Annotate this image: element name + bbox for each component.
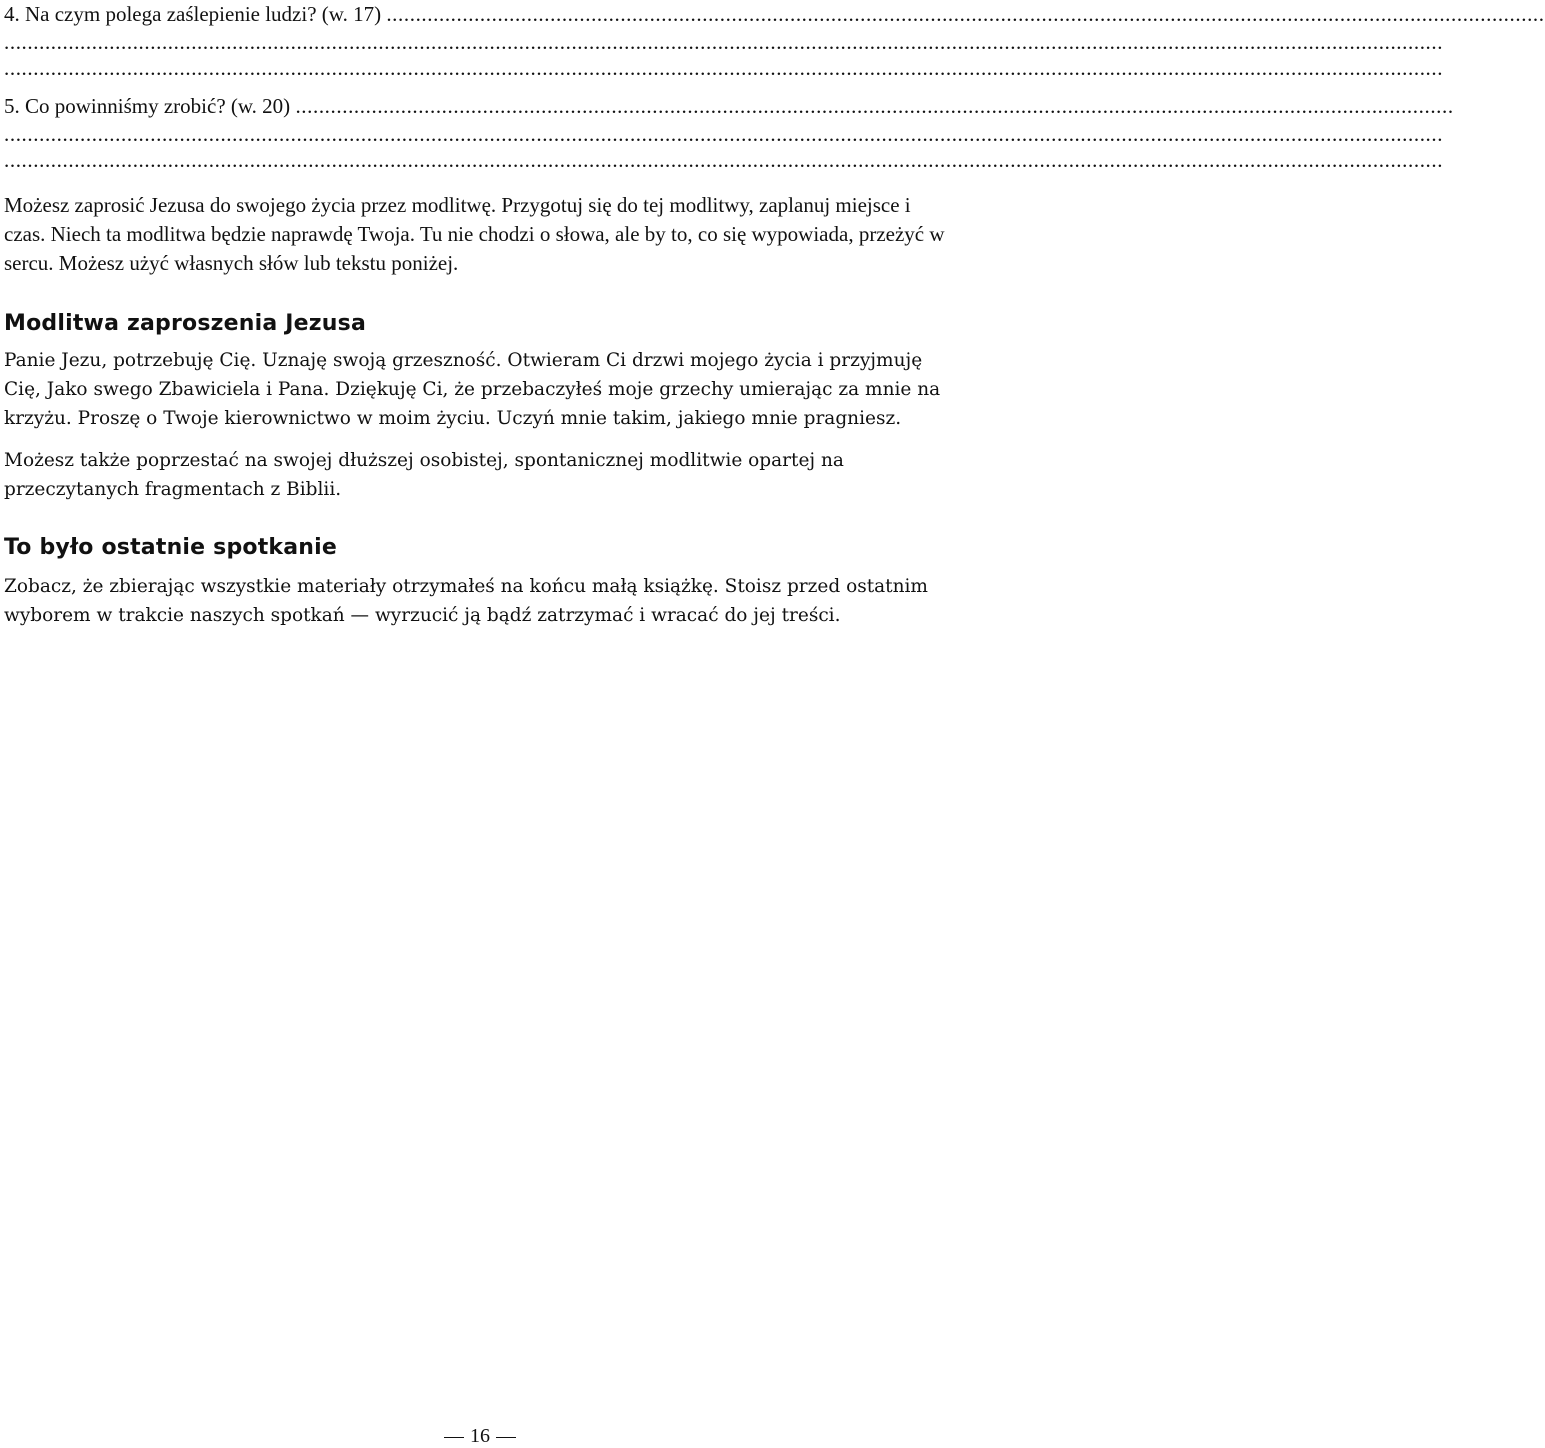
question-4-text: 4. Na czym polega zaślepienie ludzi? (w. 17) [4,2,387,26]
answer-line: ...................................................................................................................................................................................................................................................... [4,122,1444,146]
question-4 [4,2,1545,26]
page-number-value: 16 [470,1425,490,1447]
personal-prayer-paragraph: Możesz także poprzestać na swojej dłuższej osobistej, spontanicznej modlitwie opartej na przeczytanych fragmentach z Biblii. [4,450,844,500]
intro-paragraph: Możesz zaprosić Jezusa do swojego życia przez modlitwę. Przygotuj się do tej modlitwy, zaplanuj miejsce i czas. Niech ta modlitwa będzie naprawdę Twoja. Tu nie chodzi o słowa, ale by to, co się wypowiada, przeżyć w sercu. Możesz użyć własnych słów lub tekstu poniżej. [4,193,945,275]
prayer-text: Panie Jezu, potrzebuję Cię. Uznaję swoją grzeszność. Otwieram Ci drzwi mojego życia i przyjmuję Cię, Jako swego Zbawiciela i Pana. Dziękuję Ci, że przebaczyłeś moje grzechy umierając za mnie na krzyżu. Proszę o Twoje kierownictwo w moim życiu. Uczyń mnie takim, jakiego mnie pragniesz. [4,350,941,429]
closing-paragraph: Zobacz, że zbierając wszystkie materiały otrzymałeś na końcu małą książkę. Stoisz przed ostatnim wyborem w trakcie naszych spotkań — wyrzucić ją bądź zatrzymać i wracać do jej treści. [4,576,928,626]
question-5 [4,94,1454,118]
page-number-dash-right [496,1437,516,1439]
question-5-text: 5. Co powinniśmy zrobić? (w. 20) [4,94,296,118]
question-4-answer-line: ...................................................................................................................................................................................................... [386,2,1545,26]
answer-line: ...................................................................................................................................................................................................................................................... [4,148,1444,172]
question-5-answer-line: ...................................................................................................................................................................................................... [295,94,1454,118]
page-number [0,1424,960,1448]
page-number-dash-left [444,1437,464,1439]
prayer-heading: Modlitwa zaproszenia Jezusa [4,311,366,336]
answer-line: ...................................................................................................................................................................................................................................................... [4,30,1444,54]
answer-line: ...................................................................................................................................................................................................................................................... [4,56,1444,80]
closing-heading: To było ostatnie spotkanie [4,535,338,560]
